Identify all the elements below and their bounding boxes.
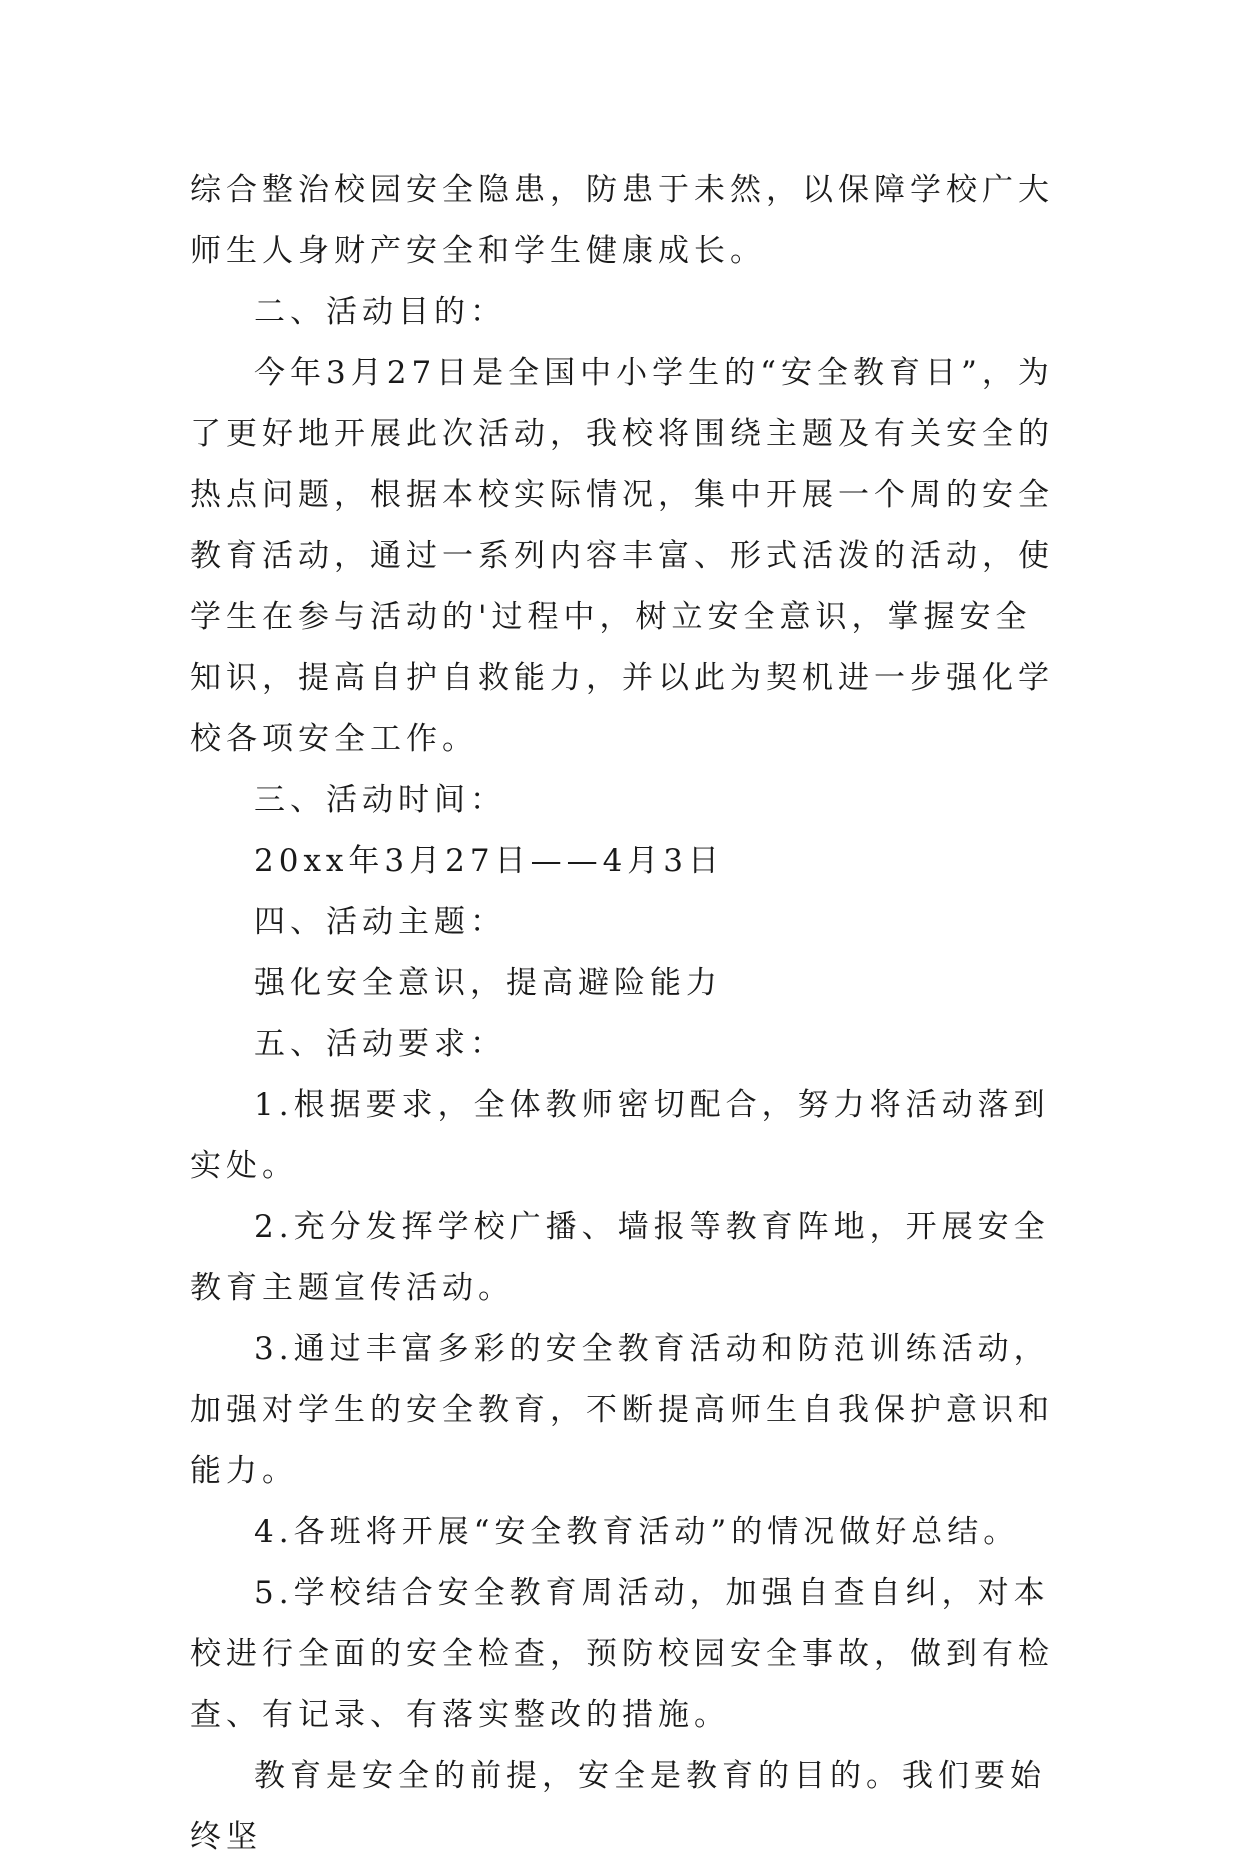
requirement-item-5: 5.学校结合安全教育周活动，加强自查自纠，对本校进行全面的安全检查，预防校园安全事故，做到有检查、有记录、有落实整改的措施。 (190, 1575, 1054, 1733)
heading-activity-theme: 四、活动主题： (254, 904, 506, 940)
heading-activity-requirements: 五、活动要求： (254, 1026, 506, 1062)
paragraph-closing: 教育是安全的前提，安全是教育的目的。我们要始终坚 (190, 1758, 1046, 1855)
paragraph-activity-theme: 强化安全意识，提高避险能力 (254, 965, 722, 1001)
requirement-item-4: 4.各班将开展“安全教育活动”的情况做好总结。 (254, 1514, 1020, 1550)
heading-activity-time: 三、活动时间： (254, 782, 506, 818)
heading-activity-purpose: 二、活动目的： (254, 294, 506, 330)
paragraph-activity-time: 20xx年3月27日——4月3日 (254, 843, 725, 879)
requirement-item-1: 1.根据要求，全体教师密切配合，努力将活动落到实处。 (190, 1087, 1050, 1184)
paragraph-activity-purpose: 今年3月27日是全国中小学生的“安全教育日”，为了更好地开展此次活动，我校将围绕主题及有关安全的热点问题，根据本校实际情况，集中开展一个周的安全教育活动，通过一系列内容丰富、形式活泼的活动，使学生在参与活动的'过程中，树立安全意识，掌握安全知识，提高自护自救能力，并以此为契机进一步强化学校各项安全工作。 (190, 355, 1054, 757)
document-body (190, 160, 1060, 1868)
paragraph-intro-continuation: 综合整治校园安全隐患，防患于未然，以保障学校广大师生人身财产安全和学生健康成长。 (190, 172, 1054, 269)
requirement-item-3: 3.通过丰富多彩的安全教育活动和防范训练活动，加强对学生的安全教育，不断提高师生自我保护意识和能力。 (190, 1331, 1054, 1489)
requirement-item-2: 2.充分发挥学校广播、墙报等教育阵地，开展安全教育主题宣传活动。 (190, 1209, 1050, 1306)
